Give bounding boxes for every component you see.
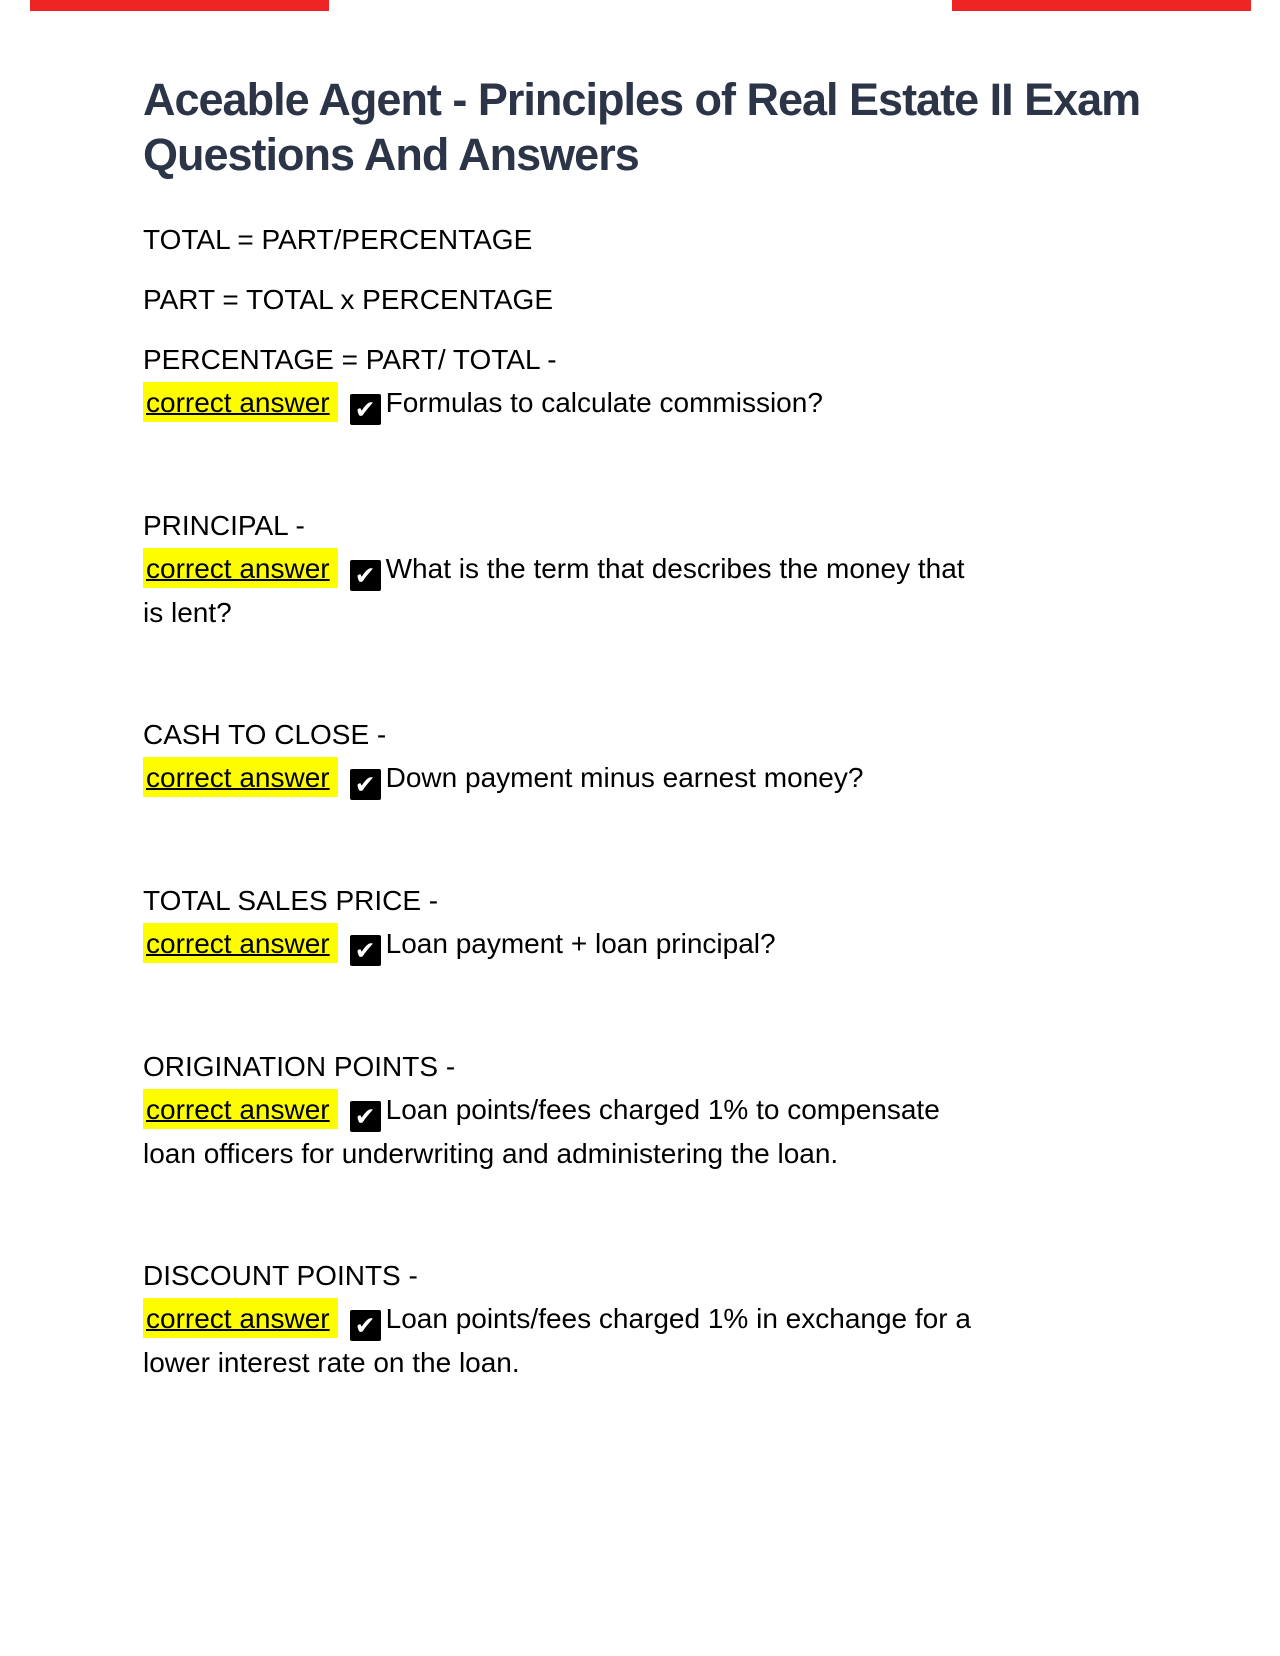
qa-term: TOTAL SALES PRICE - — [143, 885, 439, 916]
correct-answer-label: correct answer — [143, 923, 338, 963]
qa-answer-row — [143, 1297, 1145, 1341]
qa-answer-row — [143, 1088, 1145, 1132]
qa-block — [143, 879, 1145, 966]
qa-block — [143, 713, 1145, 800]
formula-line-2: PART = TOTAL x PERCENTAGE — [143, 284, 554, 315]
qa-term: DISCOUNT POINTS - — [143, 1260, 418, 1291]
qa-answer-row — [143, 756, 1145, 800]
qa-answer-text: Loan points/fees charged 1% in exchange for a — [385, 1303, 971, 1334]
correct-answer-highlight — [143, 382, 338, 422]
red-banner-strip-left — [30, 0, 329, 11]
qa-term: ORIGINATION POINTS - — [143, 1051, 456, 1082]
correct-answer-label: correct answer — [143, 382, 338, 422]
correct-answer-highlight — [143, 1298, 338, 1338]
correct-answer-highlight — [143, 757, 338, 797]
qa-block — [143, 1254, 1145, 1384]
qa-answer-text: What is the term that describes the money that — [385, 553, 965, 584]
correct-answer-highlight — [143, 923, 338, 963]
correct-answer-label: correct answer — [143, 548, 338, 588]
qa-answer-row — [143, 547, 1145, 591]
qa-answer-continuation: lower interest rate on the loan. — [143, 1347, 520, 1378]
qa-block — [143, 1045, 1145, 1175]
checkmark-icon: ✔ — [350, 769, 381, 800]
checkmark-icon: ✔ — [350, 394, 381, 425]
correct-answer-highlight — [143, 1089, 338, 1129]
correct-answer-highlight — [143, 548, 338, 588]
checkmark-icon: ✔ — [350, 935, 381, 966]
qa-answer-row — [143, 922, 1145, 966]
checkmark-icon: ✔ — [350, 1310, 381, 1341]
formula-line-1: TOTAL = PART/PERCENTAGE — [143, 224, 533, 255]
qa-answer-continuation: is lent? — [143, 597, 232, 628]
checkmark-icon: ✔ — [350, 560, 381, 591]
qa-term: CASH TO CLOSE - — [143, 719, 387, 750]
correct-answer-label: correct answer — [143, 1298, 338, 1338]
correct-answer-label: correct answer — [143, 757, 338, 797]
qa-block — [143, 504, 1145, 634]
page-title: Aceable Agent - Principles of Real Estate II Exam Questions And Answers — [143, 74, 1141, 180]
qa-term: PRINCIPAL - — [143, 510, 305, 541]
qa-answer-text: Loan payment + loan principal? — [385, 928, 776, 959]
qa-term: PERCENTAGE = PART/ TOTAL - — [143, 344, 557, 375]
document-content — [0, 72, 1280, 1384]
qa-block — [143, 338, 1145, 425]
qa-answer-text: Loan points/fees charged 1% to compensate — [385, 1094, 940, 1125]
qa-answer-continuation: loan officers for underwriting and administering the loan. — [143, 1138, 839, 1169]
qa-answer-text: Formulas to calculate commission? — [385, 387, 823, 418]
qa-answer-text: Down payment minus earnest money? — [385, 762, 864, 793]
correct-answer-label: correct answer — [143, 1089, 338, 1129]
qa-answer-row — [143, 381, 1145, 425]
checkmark-icon: ✔ — [350, 1101, 381, 1132]
red-banner-strip-right — [952, 0, 1251, 11]
